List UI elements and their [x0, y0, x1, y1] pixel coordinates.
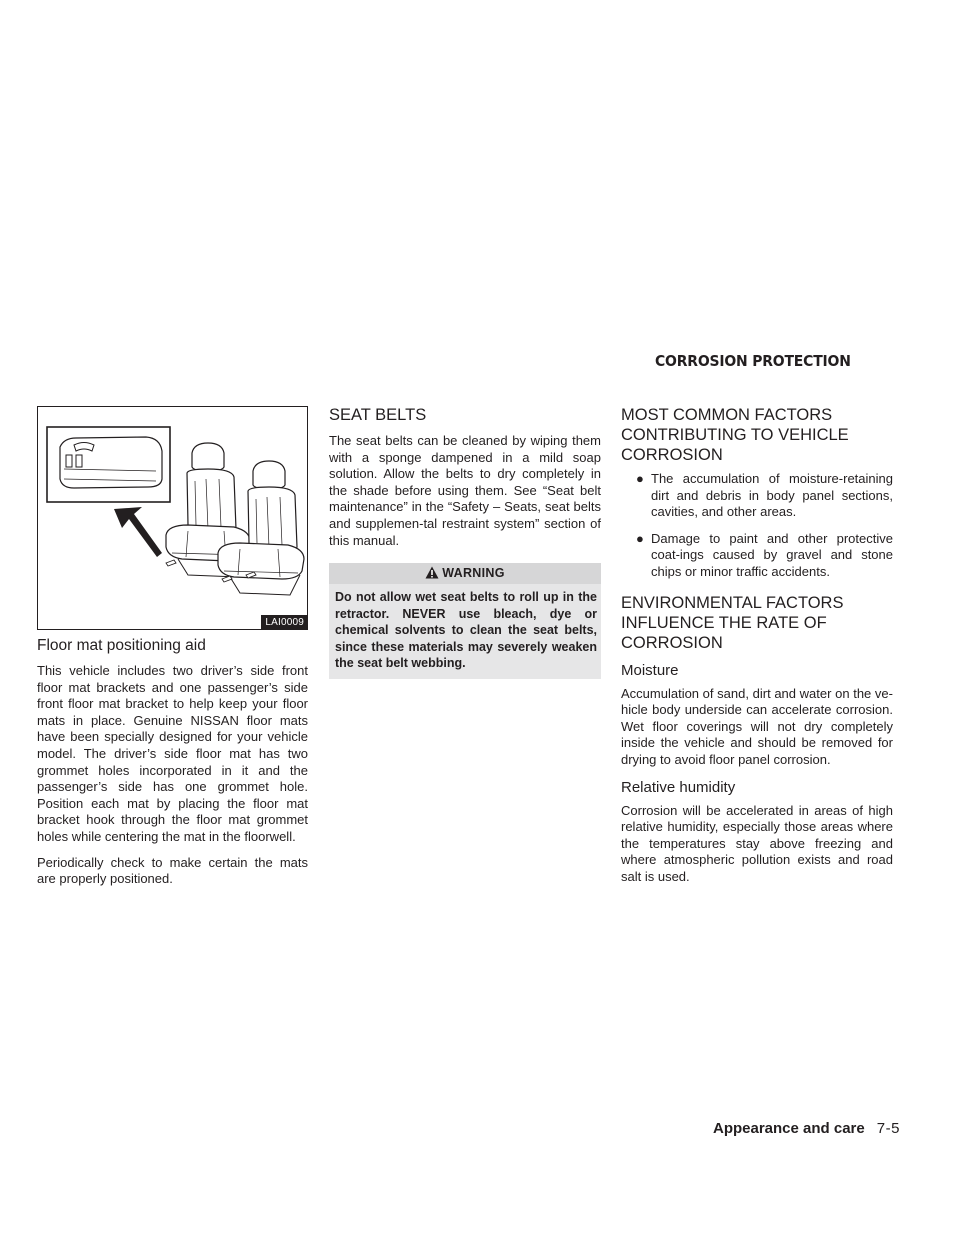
seat-illustration	[38, 407, 308, 630]
warning-text: Do not allow wet seat belts to roll up in the retractor. NEVER use bleach, dye or chemical solvents to clean the seat belts, since these materials may severely weaken the seat belt webbing.	[335, 590, 597, 671]
subheading-moisture: Moisture	[621, 661, 679, 679]
list-item	[621, 471, 893, 521]
list-item	[621, 531, 893, 581]
warning-title	[329, 563, 601, 584]
page-footer	[713, 1120, 900, 1137]
bullet-icon: ●	[636, 471, 644, 486]
page-number: 7-5	[876, 1120, 900, 1137]
humidity-paragraph: Corrosion will be accelerated in areas of high relative humidity, especially those areas where the temperatures stay above freezing and where atmospheric pollution exists and road salt is used.	[621, 802, 893, 884]
heading-environmental-factors: ENVIRONMENTAL FACTORS INFLUENCE THE RATE OF CORROSION	[621, 593, 844, 652]
seat-belts-paragraph: The seat belts can be cleaned by wiping them with a sponge dampened in a mild soap solution. Allow the belts to dry completely in the shade before using them. See “Seat belt maintenance” in the “Safety – Seats, seat belts and supplemen-tal restraint system” section of this manual.	[329, 433, 601, 548]
column-2	[329, 405, 601, 679]
warning-box	[329, 563, 601, 679]
list-item-text: Damage to paint and other protective coat-ings caused by gravel and stone chips or minor traffic accidents.	[651, 530, 893, 579]
section-heading: CORROSION PROTECTION	[655, 352, 851, 370]
footer-section-title: Appearance and care	[713, 1120, 865, 1137]
heading-floor-mat: Floor mat positioning aid	[37, 637, 206, 654]
heading-seat-belts: SEAT BELTS	[329, 406, 427, 424]
floor-mat-paragraph-2: Periodically check to make certain the mats are properly positioned.	[37, 854, 308, 887]
warning-triangle-icon	[425, 566, 439, 579]
column-3	[621, 405, 893, 895]
figure-code: LAI0009	[261, 615, 307, 629]
list-item-text: The accumulation of moisture-retaining dirt and debris in body panel sections, cavities, and other areas.	[651, 471, 893, 520]
subheading-relative-humidity: Relative humidity	[621, 778, 736, 796]
bullet-icon: ●	[636, 530, 644, 546]
floor-mat-figure	[37, 406, 308, 630]
moisture-paragraph: Accumulation of sand, dirt and water on the ve-hicle body underside can accelerate corrosion. Wet floor coverings will not dry completely inside the vehicle and should be removed for drying to avoid floor panel corrosion.	[621, 685, 893, 767]
column-1	[37, 636, 308, 897]
warning-title-text: WARNING	[442, 566, 505, 581]
factors-list	[621, 471, 893, 581]
heading-common-factors: MOST COMMON FACTORS CONTRIBUTING TO VEHICLE CORROSION	[621, 406, 849, 464]
floor-mat-paragraph-1: This vehicle includes two driver’s side front floor mat brackets and one passenger’s side front floor mat bracket to help keep your floor mats in place. Genuine NISSAN floor mats have been specially designed for your vehicle model. The driver’s side floor mat has two grommet holes incorporated in it and the passenger’s side has one grommet hole. Position each mat by placing the floor mat bracket hook through the floor mat grommet holes while centering the mat in the floorwell.	[37, 663, 308, 844]
